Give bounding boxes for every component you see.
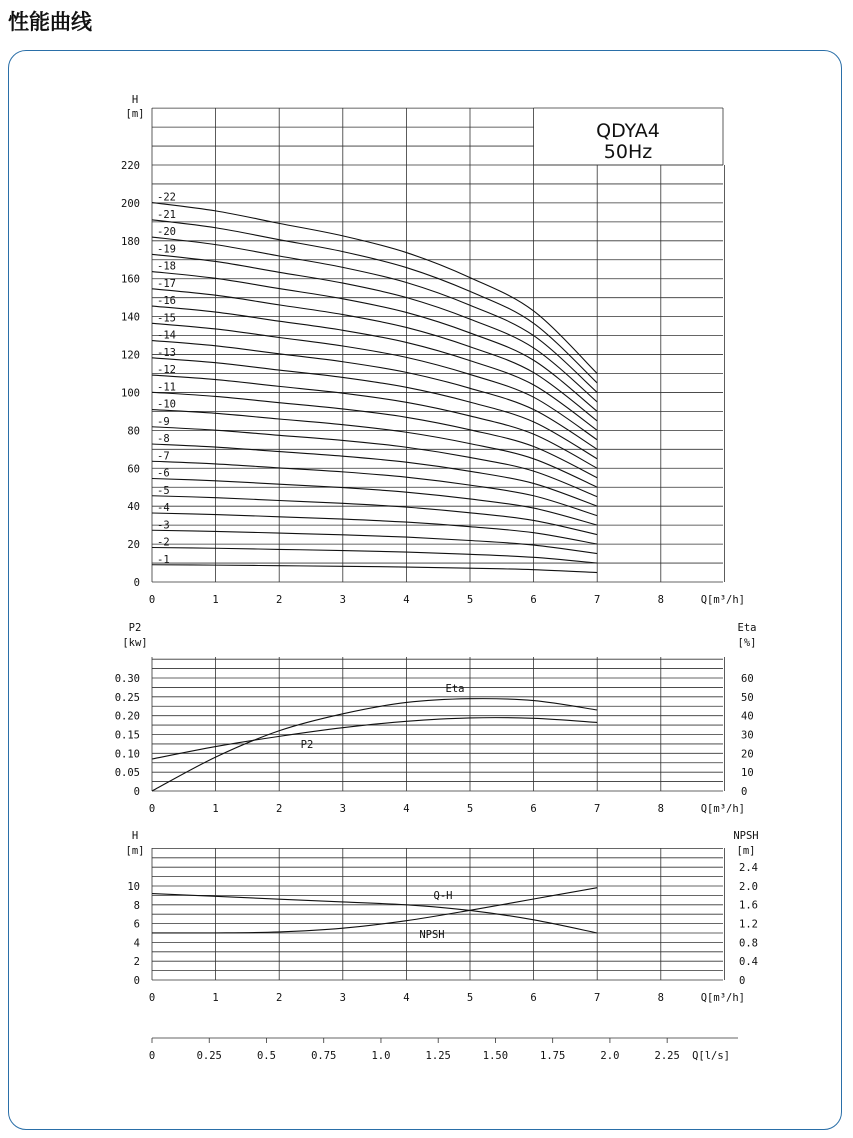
npsh-xtick-6: 6 [530, 992, 537, 1004]
npsh-xtick-0: 0 [148, 992, 156, 1004]
head-curve-label-stage-16: -16 [157, 295, 176, 308]
npsh-ytick-right-2: 0.8 [739, 937, 758, 950]
power-ylabel-left-2: [kw] [122, 637, 148, 649]
head-ytick-0: 0 [133, 577, 140, 589]
power-ytick-right-3: 30 [741, 729, 754, 742]
npsh-ytick-left-3: 6 [133, 918, 140, 931]
npsh-ylabel-right-1: NPSH [733, 830, 759, 842]
power-xtick-7: 7 [594, 803, 601, 815]
head-ylabel-1: H [131, 94, 139, 106]
head-ylabel-2: [m] [125, 108, 145, 120]
head-ytick-9: 180 [121, 235, 140, 248]
npsh-xtick-4: 4 [403, 992, 410, 1004]
head-xtick-3: 3 [339, 594, 346, 606]
head-title-line-1: QDYA4 [596, 120, 660, 142]
head-ytick-11: 220 [121, 160, 140, 172]
power-ylabel-right-2: [%] [737, 637, 757, 649]
power-ytick-left-6: 0.30 [114, 673, 140, 685]
head-xtick-4: 4 [403, 594, 410, 606]
npsh-ytick-left-1: 2 [133, 956, 140, 969]
power-xtick-4: 4 [403, 803, 410, 815]
head-curve-label-stage-14: -14 [157, 329, 176, 342]
flow-ls-xtick-5: 1.25 [425, 1050, 451, 1062]
npsh-xtick-7: 7 [594, 992, 601, 1004]
head-curve-label-stage-20: -20 [157, 226, 176, 239]
head-curve-stage-2 [152, 548, 597, 564]
head-curve-label-stage-10: -10 [157, 398, 176, 411]
npsh-ytick-right-3: 1.2 [739, 918, 758, 931]
npsh-ytick-left-0: 0 [133, 975, 140, 987]
head-xtick-1: 1 [212, 594, 219, 606]
head-curve-label-stage-6: -6 [157, 467, 170, 480]
head-curve-label-stage-21: -21 [157, 208, 176, 221]
npsh-label-qh: Q-H [433, 890, 453, 902]
head-ytick-8: 160 [121, 273, 140, 286]
npsh-ylabel-right-2: [m] [736, 845, 756, 857]
power-ytick-right-1: 10 [741, 767, 754, 780]
flow-ls-xtick-2: 0.5 [256, 1050, 276, 1062]
npsh-label-npsh: NPSH [419, 929, 445, 941]
head-ytick-7: 140 [121, 311, 140, 324]
head-curve-label-stage-11: -11 [157, 381, 176, 394]
npsh-xtick-5: 5 [466, 992, 474, 1004]
head-curve-label-stage-4: -4 [157, 502, 170, 515]
head-ytick-2: 40 [127, 501, 140, 514]
head-curve-stage-4 [152, 513, 597, 544]
head-curve-label-stage-5: -5 [157, 484, 170, 497]
power-ytick-right-0: 0 [741, 786, 748, 798]
head-curve-label-stage-9: -9 [157, 415, 170, 428]
power-xtick-3: 3 [339, 803, 346, 815]
power-ytick-left-3: 0.15 [114, 729, 140, 742]
npsh-ytick-right-5: 2.0 [739, 880, 758, 893]
flow-ls-xtick-6: 1.50 [482, 1050, 509, 1062]
head-xtick-5: 5 [466, 594, 474, 606]
power-xtick-2: 2 [276, 803, 283, 815]
flow-ls-xtick-4: 1.0 [371, 1050, 391, 1062]
head-curve-stage-8 [152, 444, 597, 506]
power-label-p2: P2 [300, 739, 314, 751]
head-curve-label-stage-19: -19 [157, 243, 176, 256]
power-xtick-5: 5 [466, 803, 474, 815]
page-title: 性能曲线 [8, 10, 92, 34]
power-xtick-1: 1 [212, 803, 219, 815]
power-ytick-right-2: 20 [741, 748, 754, 761]
power-curve-p2 [152, 718, 597, 759]
power-xtick-6: 6 [530, 803, 537, 815]
power-ylabel-right-1: Eta [737, 622, 757, 634]
head-curve-label-stage-17: -17 [157, 277, 176, 290]
head-title-line-2: 50Hz [603, 141, 653, 163]
head-xtick-8: 8 [657, 594, 664, 606]
head-curve-label-stage-8: -8 [157, 433, 170, 446]
npsh-ytick-right-1: 0.4 [739, 956, 758, 969]
head-curve-label-stage-12: -12 [157, 364, 176, 377]
head-xtick-7: 7 [594, 594, 601, 606]
power-ytick-left-1: 0.05 [114, 767, 140, 780]
head-curve-label-stage-1: -1 [157, 553, 170, 566]
head-curve-label-stage-22: -22 [157, 191, 176, 204]
npsh-ylabel-left-1: H [131, 830, 139, 842]
flow-ls-xtick-3: 0.75 [311, 1050, 337, 1062]
head-ytick-5: 100 [121, 387, 140, 400]
head-curve-label-stage-7: -7 [157, 450, 170, 463]
head-curve-stage-3 [152, 530, 597, 553]
power-ytick-right-6: 60 [741, 673, 754, 685]
head-curve-label-stage-13: -13 [157, 346, 176, 359]
head-curve-stage-6 [152, 479, 597, 526]
npsh-ytick-left-4: 8 [133, 899, 140, 912]
npsh-ytick-right-6: 2.4 [739, 862, 758, 874]
head-ytick-3: 60 [127, 463, 140, 476]
head-ytick-10: 200 [121, 197, 140, 210]
power-xtick-8: 8 [657, 803, 664, 815]
npsh-ytick-left-5: 10 [127, 881, 140, 893]
head-curve-stage-18 [152, 272, 597, 412]
head-xtick-2: 2 [276, 594, 283, 606]
power-ytick-left-0: 0 [133, 786, 140, 798]
head-curve-stage-5 [152, 496, 597, 535]
npsh-xtick-8: 8 [657, 992, 664, 1004]
npsh-xtick-2: 2 [276, 992, 283, 1004]
flow-ls-xtick-7: 1.75 [540, 1050, 566, 1062]
npsh-ytick-left-2: 4 [133, 937, 140, 950]
power-ytick-left-5: 0.25 [114, 691, 140, 704]
head-curve-label-stage-15: -15 [157, 312, 176, 325]
head-curve-stage-12 [152, 375, 597, 468]
head-curve-stage-1 [152, 565, 597, 573]
head-ytick-1: 20 [127, 539, 140, 552]
head-xlabel: Q[m³/h] [700, 594, 745, 606]
head-ytick-4: 80 [127, 425, 140, 438]
npsh-ylabel-left-2: [m] [125, 845, 145, 857]
head-curve-label-stage-18: -18 [157, 260, 176, 273]
power-xlabel: Q[m³/h] [700, 803, 745, 815]
power-xtick-0: 0 [148, 803, 156, 815]
npsh-ytick-right-0: 0 [739, 975, 746, 987]
flow-ls-xlabel: Q[l/s] [692, 1050, 730, 1062]
power-ytick-right-5: 50 [741, 691, 754, 704]
npsh-curve-npsh [152, 888, 597, 933]
flow-ls-xtick-0: 0 [148, 1050, 156, 1062]
power-label-eta: Eta [445, 683, 465, 695]
power-ytick-right-4: 40 [741, 710, 754, 723]
head-curve-label-stage-3: -3 [157, 519, 170, 532]
power-ytick-left-2: 0.10 [114, 748, 140, 761]
flow-ls-xtick-9: 2.25 [654, 1050, 680, 1062]
flow-ls-xtick-8: 2.0 [600, 1050, 620, 1062]
head-curve-stage-20 [152, 237, 597, 392]
power-ytick-left-4: 0.20 [114, 710, 140, 723]
flow-ls-xtick-1: 0.25 [196, 1050, 222, 1062]
npsh-ytick-right-4: 1.6 [739, 899, 758, 912]
power-ylabel-left-1: P2 [128, 622, 142, 634]
head-xtick-6: 6 [530, 594, 537, 606]
head-curve-stage-10 [152, 410, 597, 488]
head-curve-stage-11 [152, 392, 597, 477]
npsh-xlabel: Q[m³/h] [700, 992, 745, 1004]
head-ytick-6: 120 [121, 349, 140, 362]
npsh-xtick-1: 1 [212, 992, 219, 1004]
power-curve-eta [152, 699, 597, 791]
head-xtick-0: 0 [148, 594, 156, 606]
head-curve-stage-9 [152, 427, 597, 497]
npsh-xtick-3: 3 [339, 992, 346, 1004]
head-curve-label-stage-2: -2 [157, 536, 170, 549]
